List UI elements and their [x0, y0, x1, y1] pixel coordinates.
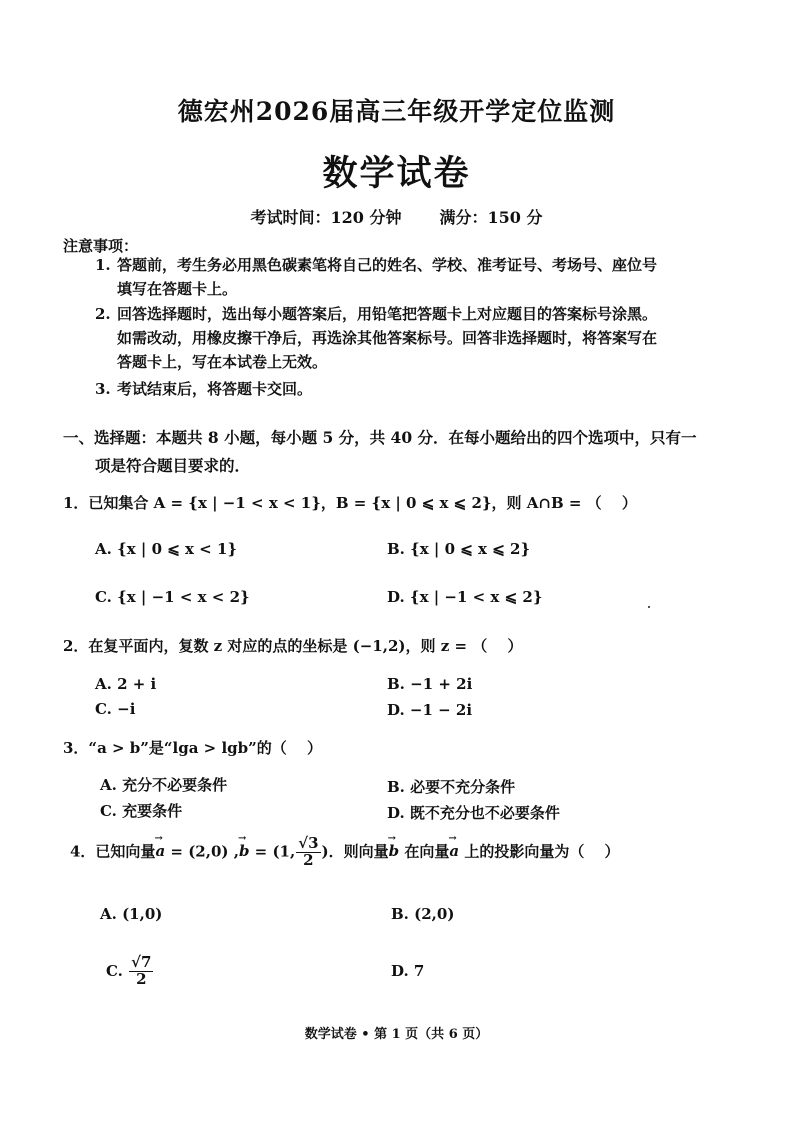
notice-item-1 [95, 253, 657, 301]
question-4-option-a: A. (1,0) [100, 905, 163, 923]
page-footer: 数学试卷 • 第 1 页（共 6 页） [304, 1027, 489, 1042]
notice-num: 3. [95, 380, 111, 398]
notice-line: 回答选择题时，选出每小题答案后，用铅笔把答题卡上对应题目的答案标号涂黑。 [117, 305, 658, 323]
notice-item-3 [95, 377, 312, 401]
notice-item-2 [95, 302, 657, 374]
question-1-option-b: B. {x | 0 ⩽ x ⩽ 2} [387, 540, 531, 558]
question-3-option-b: B. 必要不充分条件 [387, 778, 516, 796]
section-heading-cont: 项是符合题目要求的． [95, 456, 251, 475]
notice-heading: 注意事项： [63, 237, 139, 255]
vector-b: → b [389, 844, 400, 859]
question-2-option-c: C. −i [95, 700, 136, 718]
question-4-option-c: C. $\frac{√7}{2}$ [106, 953, 152, 988]
stray-dot [648, 606, 650, 608]
question-4-stem: 4．已知向量→ a = (2,0) ,→ b = (1, $\frac{√3}{2}$ )．则向量→ b 在向量→ a 上的投影向量为（ ） [70, 836, 620, 869]
exam-time: 考试时间：120 分钟 [250, 208, 402, 227]
vector-a: → a [155, 844, 165, 859]
vector-a: → a [449, 844, 459, 859]
notice-num: 1. [95, 256, 111, 274]
notice-line: 答题前，考生务必用黑色碳素笔将自己的姓名、学校、准考证号、考场号、座位号 [117, 256, 658, 274]
question-3-stem: 3．“a > b”是“lga > lgb”的（ ） [63, 739, 322, 757]
fraction-sqrt7-over-2: $\frac{√7}{2}$ [131, 953, 152, 988]
exam-meta [0, 205, 793, 228]
notice-line: 考试结束后，将答题卡交回。 [117, 380, 313, 398]
subject-title: 数学试卷 [322, 153, 471, 194]
question-2-stem: 2．在复平面内，复数 z 对应的点的坐标是 (−1,2)，则 z = （ ） [63, 637, 523, 655]
exam-score: 满分：150 分 [439, 208, 543, 227]
question-3-option-c: C. 充要条件 [100, 802, 183, 820]
question-2-option-d: D. −1 − 2i [387, 701, 473, 719]
section-heading: 一、选择题：本题共 8 小题，每小题 5 分，共 40 分．在每小题给出的四个选项中，只有一 [63, 428, 697, 447]
fraction-sqrt3-over-2: $\frac{√3}{2}$ [298, 834, 319, 869]
question-2-option-b: B. −1 + 2i [387, 675, 473, 693]
notice-line: 答题卡上，写在本试卷上无效。 [117, 353, 328, 371]
question-1-option-c: C. {x | −1 < x < 2} [95, 588, 250, 606]
question-1-option-a: A. {x | 0 ⩽ x < 1} [95, 540, 238, 558]
question-1-option-d: D. {x | −1 < x ⩽ 2} [387, 588, 543, 606]
question-3-option-d: D. 既不充分也不必要条件 [387, 804, 560, 822]
notice-line: 填写在答题卡上。 [117, 280, 238, 298]
question-4-option-b: B. (2,0) [391, 905, 455, 923]
question-2-option-a: A. 2 + i [95, 675, 157, 693]
question-3-option-a: A. 充分不必要条件 [100, 776, 228, 794]
vector-b: → b [239, 844, 250, 859]
notice-line: 如需改动，用橡皮擦干净后，再选涂其他答案标号。回答非选择题时，将答案写在 [117, 329, 658, 347]
question-1-stem: 1．已知集合 A = {x | −1 < x < 1}，B = {x | 0 ⩽ x ⩽ 2}，则 A∩B = （ ） [63, 494, 637, 512]
notice-num: 2. [95, 305, 111, 323]
exam-title: 德宏州2026届高三年级开学定位监测 [177, 97, 616, 126]
question-4-option-d: D. 7 [391, 962, 425, 980]
